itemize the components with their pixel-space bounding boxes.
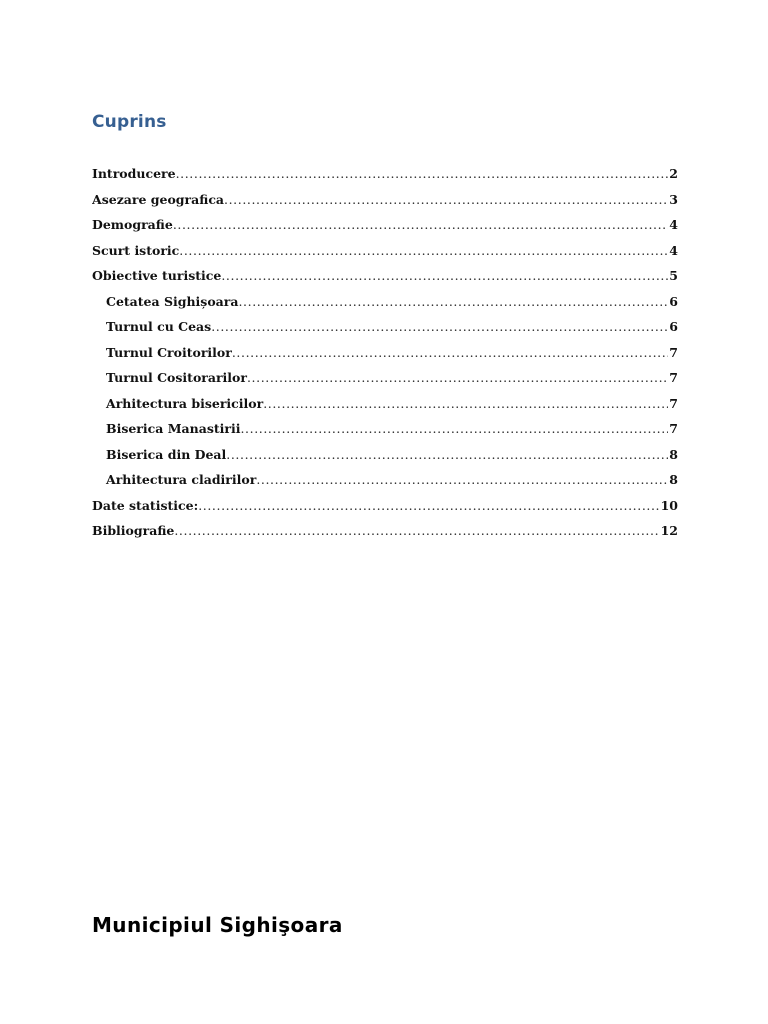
- toc-entry-label: Arhitectura bisericilor: [106, 395, 264, 411]
- toc-entry-page: 2: [669, 166, 678, 181]
- toc-entry-label: Demografie: [92, 217, 173, 232]
- toc-entry-arhitectura-cladirilor[interactable]: [92, 472, 678, 498]
- toc-entry-label: Asezare geografica: [92, 191, 225, 207]
- toc-entry-page: 8: [669, 446, 678, 462]
- toc-entry-turnul-croitorilor[interactable]: [92, 345, 678, 371]
- toc-dot-leader: [224, 192, 668, 207]
- toc-dot-leader: [174, 523, 659, 538]
- toc-entry-demografie[interactable]: [92, 217, 678, 243]
- toc-entry-label: Cetatea Sighișoara: [106, 293, 239, 309]
- toc-entry-turnul-cu-ceas[interactable]: [92, 319, 678, 345]
- table-of-contents: [92, 166, 678, 549]
- toc-dot-leader: [247, 370, 668, 385]
- toc-dot-leader: [238, 294, 668, 309]
- toc-entry-page: 6: [669, 293, 678, 309]
- toc-entry-label: Turnul Cositorarilor: [106, 370, 247, 385]
- toc-entry-date-statistice[interactable]: [92, 498, 678, 524]
- toc-entry-label: Date statistice:: [92, 497, 199, 513]
- toc-dot-leader: [176, 166, 669, 181]
- toc-entry-page: 4: [669, 242, 678, 258]
- toc-entry-turnul-cositorarilor[interactable]: [92, 370, 678, 396]
- toc-entry-label: Introducere: [92, 166, 176, 181]
- toc-dot-leader: [256, 472, 668, 487]
- toc-dot-leader: [173, 217, 668, 232]
- toc-entry-biserica-din-deal[interactable]: [92, 447, 678, 473]
- toc-entry-obiective-turistice[interactable]: [92, 268, 678, 294]
- toc-dot-leader: [263, 396, 668, 411]
- toc-entry-page: 12: [660, 523, 678, 538]
- toc-entry-biserica-manastirii[interactable]: [92, 421, 678, 447]
- toc-entry-label: Turnul cu Ceas: [106, 319, 212, 334]
- toc-dot-leader: [179, 243, 668, 258]
- toc-entry-asezare-geografica[interactable]: [92, 192, 678, 218]
- toc-heading: Cuprins: [92, 112, 167, 132]
- toc-entry-label: Scurt istoric: [92, 242, 180, 258]
- document-title: Municipiul Sighişoara: [92, 913, 343, 937]
- toc-entry-label: Biserica din Deal: [106, 446, 227, 462]
- toc-entry-page: 4: [669, 217, 678, 232]
- toc-entry-page: 8: [669, 472, 678, 487]
- toc-entry-label: Bibliografie: [92, 523, 175, 538]
- toc-entry-cetatea-sighisoara[interactable]: [92, 294, 678, 320]
- toc-entry-page: 3: [669, 191, 678, 207]
- toc-dot-leader: [211, 319, 668, 334]
- toc-entry-label: Arhitectura cladirilor: [106, 472, 257, 487]
- toc-entry-page: 7: [669, 370, 678, 385]
- toc-entry-page: 6: [669, 319, 678, 334]
- toc-entry-label: Turnul Croitorilor: [106, 344, 232, 360]
- toc-entry-page: 10: [660, 497, 678, 513]
- toc-entry-page: 7: [669, 421, 678, 436]
- toc-dot-leader: [226, 447, 668, 462]
- toc-entry-label: Obiective turistice: [92, 268, 222, 283]
- toc-dot-leader: [232, 345, 668, 360]
- toc-dot-leader: [240, 421, 668, 436]
- toc-dot-leader: [221, 268, 668, 283]
- toc-entry-scurt-istoric[interactable]: [92, 243, 678, 269]
- toc-entry-page: 7: [669, 395, 678, 411]
- toc-entry-page: 7: [669, 344, 678, 360]
- toc-entry-label: Biserica Manastirii: [106, 421, 241, 436]
- toc-entry-introducere[interactable]: [92, 166, 678, 192]
- toc-entry-arhitectura-bisericilor[interactable]: [92, 396, 678, 422]
- toc-dot-leader: [198, 498, 659, 513]
- toc-entry-bibliografie[interactable]: [92, 523, 678, 549]
- toc-entry-page: 5: [669, 268, 678, 283]
